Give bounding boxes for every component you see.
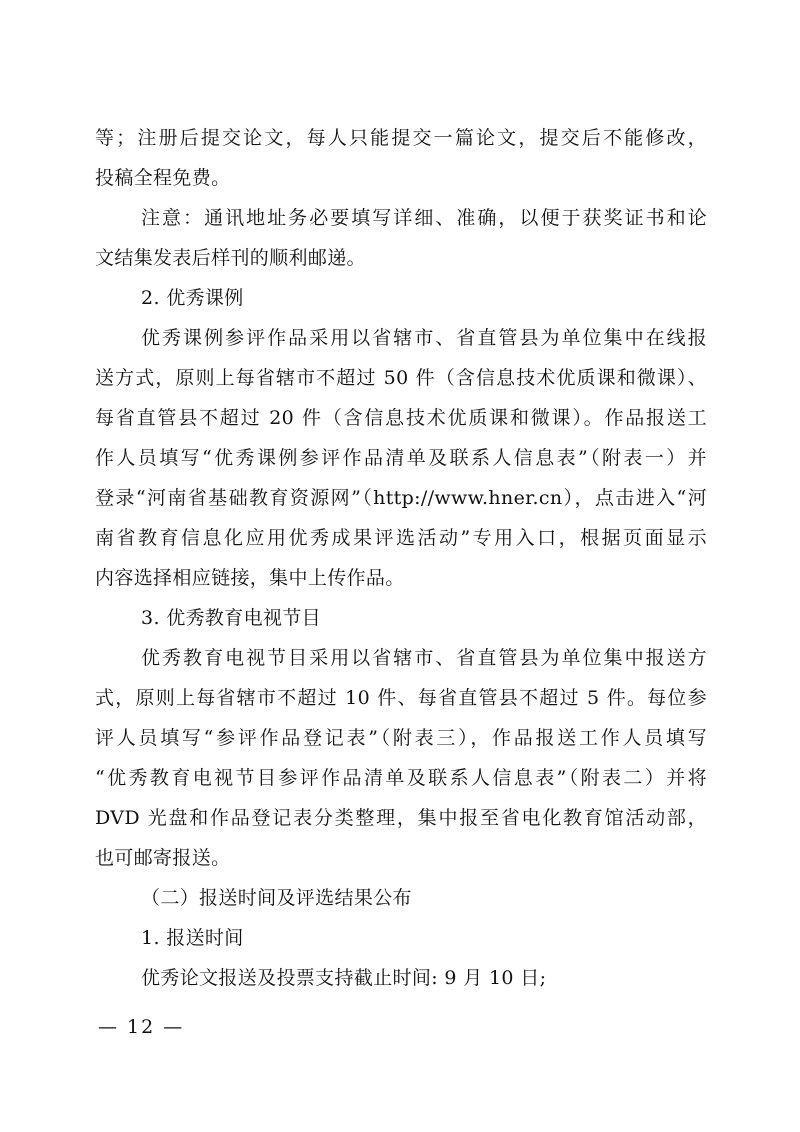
paragraph-line: 每省直管县不超过 20 件（含信息技术优质课和微课）。作品报送工 [95, 407, 707, 429]
paragraph-line: 注意：通讯地址务必要填写详细、准确，以便于获奖证书和论 [141, 207, 707, 229]
section-heading: 3. 优秀教育电视节目 [141, 607, 322, 629]
paragraph-line: 式，原则上每省辖市不超过 10 件、每省直管县不超过 5 件。每位参 [95, 687, 707, 709]
page-number: — 12 — [98, 1016, 185, 1038]
paragraph-line: 评人员填写“参评作品登记表”（附表三），作品报送工作人员填写 [95, 727, 707, 749]
section-heading: （二）报送时间及评选结果公布 [141, 887, 412, 909]
paragraph-line: 南省教育信息化应用优秀成果评选活动”专用入口，根据页面显示 [95, 527, 707, 549]
paragraph-line: “优秀教育电视节目参评作品清单及联系人信息表”（附表二）并将 [95, 767, 707, 789]
paragraph-line: 等；注册后提交论文，每人只能提交一篇论文，提交后不能修改， [95, 127, 707, 149]
paragraph-line: 送方式，原则上每省辖市不超过 50 件（含信息技术优质课和微课）、 [95, 367, 707, 389]
paragraph-line: 优秀教育电视节目采用以省辖市、省直管县为单位集中报送方 [141, 647, 707, 669]
paragraph-line: 优秀课例参评作品采用以省辖市、省直管县为单位集中在线报 [141, 327, 707, 349]
paragraph-line: 投稿全程免费。 [95, 167, 231, 189]
section-heading: 2. 优秀课例 [141, 287, 244, 309]
paragraph-line: 也可邮寄报送。 [95, 847, 231, 869]
paragraph-line: DVD 光盘和作品登记表分类整理，集中报至省电化教育馆活动部， [95, 807, 707, 829]
document-body [95, 118, 707, 998]
paragraph-line: 作人员填写“优秀课例参评作品清单及联系人信息表”（附表一）并 [95, 447, 707, 469]
paragraph-line: 优秀论文报送及投票支持截止时间: 9 月 10 日; [141, 967, 547, 989]
paragraph-line: 内容选择相应链接，集中上传作品。 [95, 567, 405, 589]
section-heading: 1. 报送时间 [141, 927, 244, 949]
paragraph-line: 登录“河南省基础教育资源网”（http://www.hner.cn），点击进入“河 [95, 487, 707, 509]
paragraph-line: 文结集发表后样刊的顺利邮递。 [95, 247, 366, 269]
